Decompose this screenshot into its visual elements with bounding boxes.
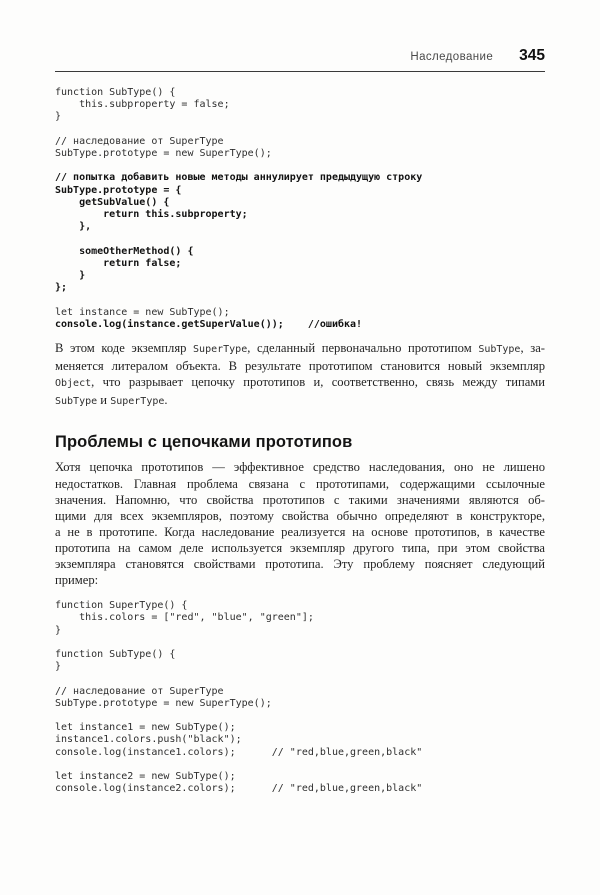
text-line xyxy=(55,524,545,540)
header-rule xyxy=(55,71,545,72)
code-line: this.subproperty = false; xyxy=(55,99,230,111)
paragraph-2 xyxy=(55,459,545,588)
page-header xyxy=(55,47,545,65)
code-line: SubType.prototype = new SuperType(); xyxy=(55,697,272,709)
code-line: }; xyxy=(55,282,68,294)
code-block-1 xyxy=(55,87,545,331)
code-block-2 xyxy=(55,600,545,795)
paragraph-1 xyxy=(55,340,545,410)
text-segment: а не в прототипе. Когда наследование реализуется на основе прототипов, в качестве xyxy=(55,524,545,539)
text-segment: пример: xyxy=(55,573,99,588)
text-line xyxy=(55,374,545,392)
inline-code: SubType xyxy=(478,344,521,356)
code-line: return this.subproperty; xyxy=(55,209,248,221)
section-heading: Проблемы с цепочками прототипов xyxy=(55,433,353,452)
text-segment: , сделанный первоначально прототипом xyxy=(247,341,479,356)
code-line xyxy=(55,160,545,172)
text-line xyxy=(55,392,545,410)
text-segment: прототипа на самом деле используется экземпляр другого типа, при этом свойства xyxy=(55,540,545,555)
code-line: function SuperType() { xyxy=(55,600,188,612)
inline-code: SuperType xyxy=(110,396,165,408)
code-line xyxy=(55,637,545,649)
code-line: } xyxy=(55,111,62,123)
code-line: let instance1 = new SubType(); xyxy=(55,722,236,734)
text-segment: Хотя цепочка прототипов — эффективное средство наследования, оно не лишено xyxy=(55,460,545,475)
text-line xyxy=(55,340,545,358)
code-line: console.log(instance1.colors); // "red,blue,green,black" xyxy=(55,746,423,758)
text-segment: меняется литералом объекта. В результате прототипом становится новый экземпляр xyxy=(55,359,545,374)
code-line: this.colors = ["red", "blue", "green"]; xyxy=(55,612,314,624)
text-line xyxy=(55,572,545,588)
code-line: console.log(instance2.colors); // "red,blue,green,black" xyxy=(55,783,423,795)
text-line xyxy=(55,540,545,556)
text-segment: В этом коде экземпляр xyxy=(55,341,194,356)
text-line xyxy=(55,492,545,508)
text-line xyxy=(55,476,545,492)
code-line: getSubValue() { xyxy=(55,196,170,208)
text-segment: . xyxy=(164,393,168,408)
code-line: instance1.colors.push("black"); xyxy=(55,734,242,746)
inline-code: Object xyxy=(55,378,92,390)
code-line: // попытка добавить новые методы аннулирует предыдущую строку xyxy=(55,172,423,184)
book-page xyxy=(0,47,600,895)
code-line xyxy=(55,233,545,245)
code-line: } xyxy=(55,624,62,636)
text-segment: , что разрывает цепочку прототипов и, соответственно, связь между типами xyxy=(91,375,545,390)
text-segment: экземпляра становятся свойствами прототипа. Эту проблему поясняет следующий xyxy=(55,557,545,571)
text-segment: недостатков. Главная проблема связана с прототипами, содержащими ссылочные xyxy=(55,476,545,491)
code-line xyxy=(55,759,545,771)
code-line: console.log(instance.getSuperValue()); //ошибка! xyxy=(55,318,363,330)
running-head-section: Наследование xyxy=(410,51,494,63)
text-segment: и xyxy=(97,393,111,408)
code-line: } xyxy=(55,661,62,673)
inline-code: SuperType xyxy=(193,344,248,356)
code-line: SubType.prototype = new SuperType(); xyxy=(55,148,272,160)
code-line: } xyxy=(55,270,86,282)
page-number: 345 xyxy=(519,47,545,64)
code-line: // наследование от SuperType xyxy=(55,685,224,697)
code-line: // наследование от SuperType xyxy=(55,135,224,147)
inline-code: SubType xyxy=(55,396,98,408)
text-line xyxy=(55,459,545,475)
text-line xyxy=(55,358,545,374)
text-line xyxy=(55,556,545,572)
text-segment: щими для всех экземпляров, поэтому свойства обычно определяют в конструкторе, xyxy=(55,508,545,523)
text-line xyxy=(55,508,545,524)
code-line xyxy=(55,710,545,722)
code-line: SubType.prototype = { xyxy=(55,184,182,196)
code-line: function SubType() { xyxy=(55,87,176,98)
code-line: someOtherMethod() { xyxy=(55,245,194,257)
code-line: let instance2 = new SubType(); xyxy=(55,771,236,783)
code-line xyxy=(55,124,545,136)
text-segment: значения. Напомню, что свойства прототипов с такими значениями являются об- xyxy=(55,492,545,507)
code-line: function SubType() { xyxy=(55,649,176,660)
text-segment: , за- xyxy=(520,341,545,356)
code-line xyxy=(55,294,545,306)
code-line xyxy=(55,673,545,685)
code-line: return false; xyxy=(55,257,182,269)
code-line: let instance = new SubType(); xyxy=(55,306,230,318)
code-line: }, xyxy=(55,221,92,233)
